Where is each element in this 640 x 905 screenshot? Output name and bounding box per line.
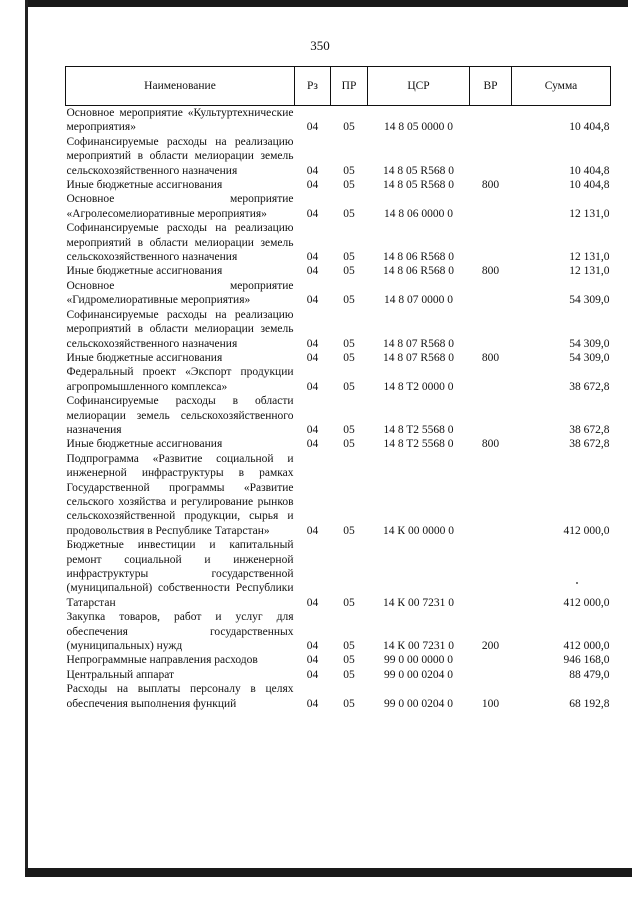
row-csr: 14 К 00 7231 0	[383, 640, 454, 653]
table-row	[66, 135, 611, 178]
row-rz: 04	[306, 337, 319, 350]
row-rz: 04	[306, 179, 319, 192]
row-pr: 05	[343, 121, 355, 134]
row-pr: 05	[343, 668, 355, 681]
row-pr: 05	[343, 207, 355, 220]
row-sum: 54 309,0	[569, 351, 610, 364]
row-pr: 05	[343, 423, 355, 436]
row-vr	[470, 221, 512, 264]
table-row	[66, 178, 611, 192]
row-sum: 88 479,0	[569, 668, 610, 681]
scan-edge-left	[25, 0, 28, 870]
row-rz: 04	[306, 697, 319, 710]
row-vr: 800	[481, 179, 500, 192]
row-rz: 04	[306, 596, 319, 609]
row-vr	[470, 106, 512, 135]
row-pr: 05	[343, 438, 355, 451]
table-row	[66, 394, 611, 437]
table-row	[66, 308, 611, 351]
row-pr: 05	[343, 380, 355, 393]
row-csr: 14 8 05 0000 0	[384, 121, 453, 134]
row-sum: 38 672,8	[569, 438, 610, 451]
row-sum: 412 000,0	[563, 596, 610, 609]
budget-table	[65, 66, 611, 711]
row-vr	[470, 279, 512, 308]
row-pr: 05	[343, 265, 355, 278]
row-vr: 800	[481, 438, 500, 451]
row-name: Центральный аппарат	[66, 668, 175, 681]
row-sum: 12 131,0	[569, 207, 610, 220]
row-rz: 04	[306, 524, 319, 537]
row-csr: 99 0 00 0000 0	[384, 654, 453, 667]
table-row	[66, 221, 611, 264]
row-sum: 68 192,8	[569, 697, 610, 710]
row-name: Подпрограмма «Развитие социальной и инженерной инфраструктуры в рамках Государственной программы «Развитие сельского хозяйства и регулирование рынков сельскохозяйственной продукции, сырья и продовольствия в Республике Татарстан»	[66, 452, 294, 537]
row-name: Закупка товаров, работ и услуг для обеспечения государственных (муниципальных) нужд	[66, 611, 294, 653]
row-pr: 05	[343, 640, 355, 653]
row-sum: 412 000,0	[563, 640, 610, 653]
row-name: Софинансируемые расходы на реализацию мероприятий в области мелиорации земель сельскохозяйственного назначения	[66, 135, 294, 177]
row-rz: 04	[306, 207, 319, 220]
row-name: Иные бюджетные ассигнования	[66, 351, 223, 364]
row-rz: 04	[306, 438, 319, 451]
row-pr: 05	[343, 179, 355, 192]
row-sum: 10 404,8	[569, 179, 610, 192]
table-row	[66, 653, 611, 667]
row-name: Федеральный проект «Экспорт продукции агропромышленного комплекса»	[66, 366, 294, 393]
row-name: Иные бюджетные ассигнования	[66, 265, 223, 278]
table-row	[66, 610, 611, 653]
table-row	[66, 538, 611, 610]
row-pr: 05	[343, 251, 355, 264]
row-rz: 04	[306, 251, 319, 264]
row-pr: 05	[343, 337, 355, 350]
row-csr: 99 0 00 0204 0	[384, 697, 453, 710]
row-csr: 14 8 06 0000 0	[384, 207, 453, 220]
scan-edge-bottom	[25, 868, 632, 877]
row-rz: 04	[306, 668, 319, 681]
table-row	[66, 437, 611, 451]
row-vr	[470, 192, 512, 221]
row-vr	[470, 538, 512, 610]
row-sum: 54 309,0	[569, 337, 610, 350]
row-sum: 38 672,8	[569, 380, 610, 393]
row-name: Основное мероприятие «Гидромелиоративные мероприятия»	[66, 279, 294, 307]
row-csr: 14 8 T2 5568 0	[383, 438, 454, 451]
row-pr: 05	[343, 351, 355, 364]
row-rz: 04	[306, 351, 319, 364]
table-row	[66, 668, 611, 682]
row-csr: 14 К 00 7231 0	[383, 596, 454, 609]
row-sum: 12 131,0	[569, 265, 610, 278]
row-csr: 14 8 T2 5568 0	[383, 423, 454, 436]
row-name: Софинансируемые расходы на реализацию мероприятий в области мелиорации земель сельскохозяйственного назначения	[66, 308, 294, 350]
scan-edge-top	[28, 0, 628, 7]
row-name: Расходы на выплаты персоналу в целях обеспечения выполнения функций	[66, 683, 294, 710]
row-rz: 04	[306, 423, 319, 436]
row-name: Бюджетные инвестиции и капитальный ремонт социальной и инженерной инфраструктуры государственной (муниципальной) собственности Республики Татарстан	[66, 539, 294, 609]
header-rz: Рз	[295, 67, 331, 106]
table-row	[66, 452, 611, 538]
row-pr: 05	[343, 524, 355, 537]
row-name: Софинансируемые расходы в области мелиорации земель сельскохозяйственного назначения	[66, 395, 294, 436]
table-row	[66, 351, 611, 365]
row-vr	[470, 394, 512, 437]
table-header-row	[66, 67, 611, 106]
row-vr	[470, 308, 512, 351]
row-csr: 14 8 05 R568 0	[383, 179, 454, 192]
row-rz: 04	[306, 164, 319, 177]
row-csr: 14 8 07 R568 0	[383, 337, 454, 350]
row-name: Софинансируемые расходы на реализацию мероприятий в области мелиорации земель сельскохозяйственного назначения	[66, 222, 294, 264]
row-pr: 05	[343, 596, 355, 609]
table-row	[66, 682, 611, 711]
row-name: Иные бюджетные ассигнования	[66, 438, 223, 451]
table-row	[66, 106, 611, 135]
row-sum: 54 309,0	[569, 294, 610, 307]
table-row	[66, 279, 611, 308]
header-vr: ВР	[470, 67, 512, 106]
row-vr: 200	[481, 640, 500, 653]
row-csr: 14 8 05 R568 0	[383, 164, 454, 177]
row-vr	[470, 668, 512, 682]
header-sum: Сумма	[512, 67, 611, 106]
header-csr: ЦСР	[368, 67, 470, 106]
row-pr: 05	[343, 654, 355, 667]
row-sum: 38 672,8	[569, 423, 610, 436]
row-rz: 04	[306, 380, 319, 393]
row-rz: 04	[306, 121, 319, 134]
row-csr: 14 К 00 0000 0	[383, 524, 454, 537]
row-name: Непрограммные направления расходов	[66, 654, 258, 667]
row-vr	[470, 365, 512, 394]
row-vr	[470, 135, 512, 178]
row-vr: 800	[481, 351, 500, 364]
row-csr: 14 8 T2 0000 0	[383, 380, 454, 393]
row-name: Основное мероприятие «Агролесомелиоративные мероприятия»	[66, 193, 294, 220]
row-sum: 12 131,0	[569, 251, 610, 264]
row-csr: 99 0 00 0204 0	[384, 668, 453, 681]
row-rz: 04	[306, 654, 319, 667]
row-pr: 05	[343, 294, 355, 307]
row-csr: 14 8 06 R568 0	[383, 265, 454, 278]
row-name: Основное мероприятие «Культуртехнические мероприятия»	[66, 107, 294, 134]
row-rz: 04	[306, 640, 319, 653]
row-sum: 412 000,0	[563, 524, 610, 537]
row-csr: 14 8 07 R568 0	[383, 351, 454, 364]
header-name: Наименование	[66, 67, 295, 106]
row-vr	[470, 653, 512, 667]
table-row	[66, 264, 611, 278]
row-rz: 04	[306, 265, 319, 278]
row-sum: 946 168,0	[563, 654, 610, 667]
row-sum: 10 404,8	[569, 164, 610, 177]
row-vr: 100	[481, 697, 500, 710]
row-vr	[470, 452, 512, 538]
row-pr: 05	[343, 164, 355, 177]
table-row	[66, 192, 611, 221]
row-pr: 05	[343, 697, 355, 710]
row-vr: 800	[481, 265, 500, 278]
row-csr: 14 8 06 R568 0	[383, 251, 454, 264]
row-name: Иные бюджетные ассигнования	[66, 179, 223, 192]
page-number: 350	[310, 38, 330, 53]
row-csr: 14 8 07 0000 0	[384, 294, 453, 307]
row-sum: 10 404,8	[569, 121, 610, 134]
table-row	[66, 365, 611, 394]
header-pr: ПР	[331, 67, 368, 106]
row-rz: 04	[306, 294, 319, 307]
